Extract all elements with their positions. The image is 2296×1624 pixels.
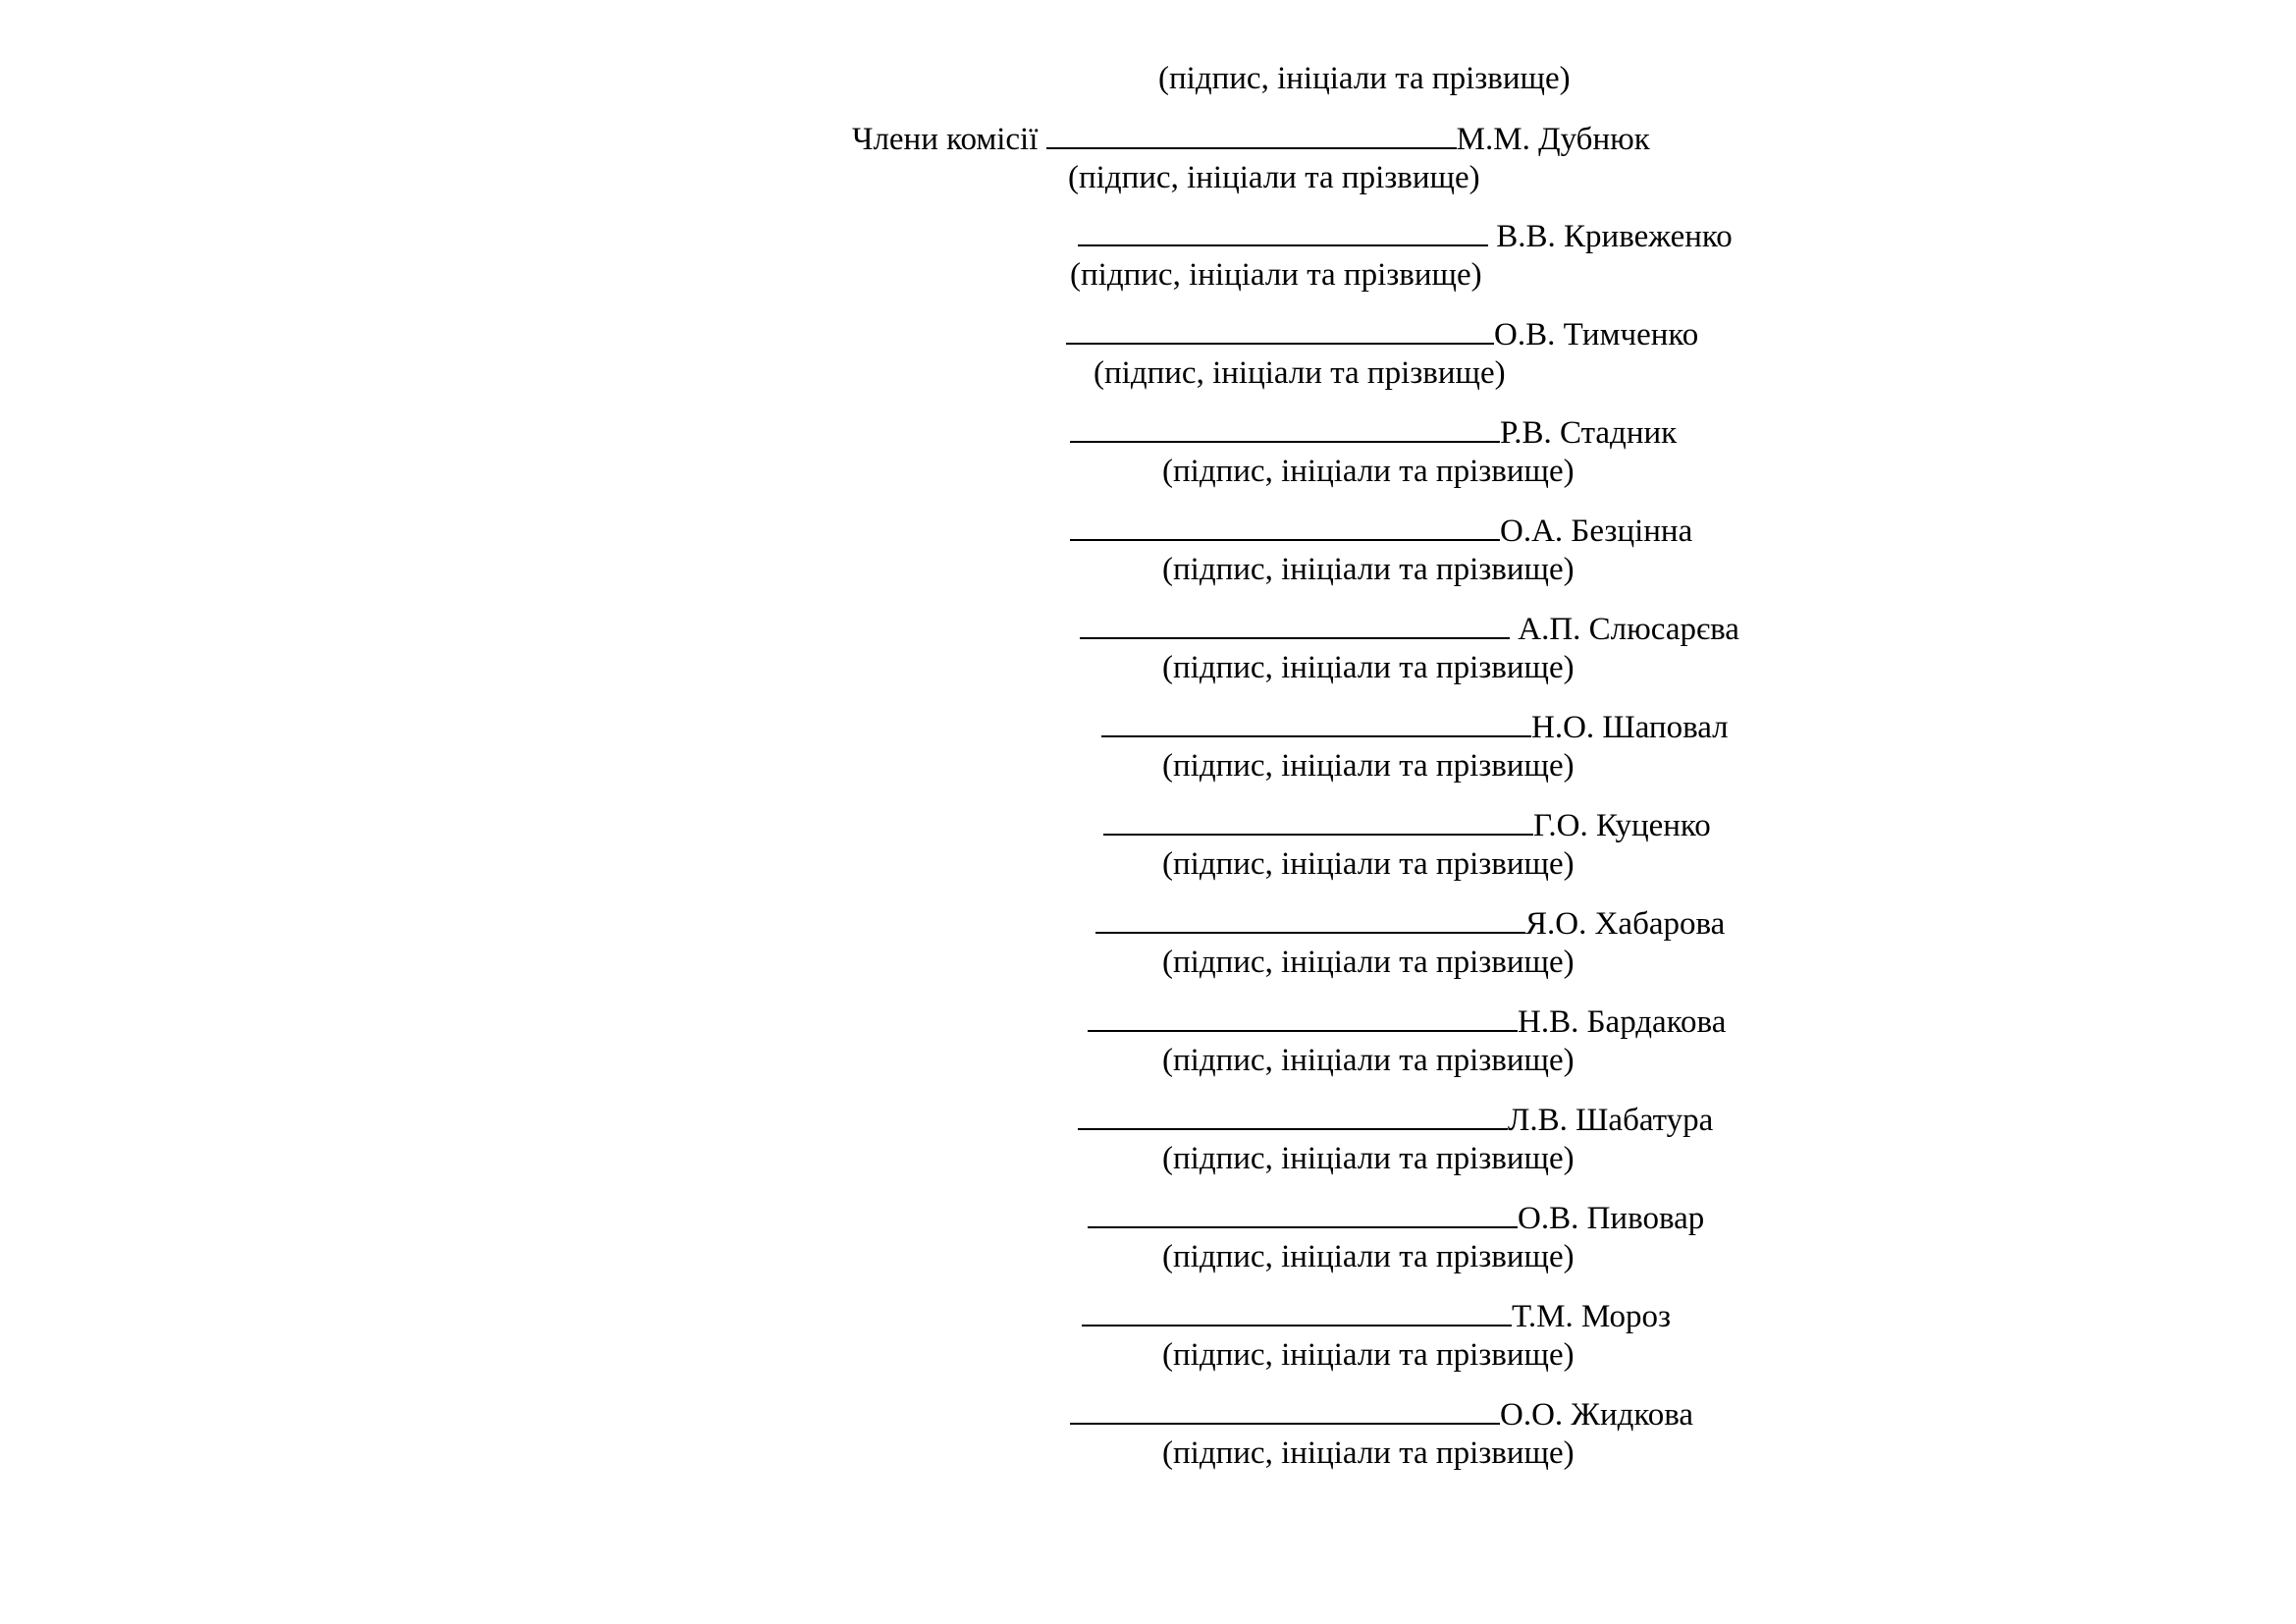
signature-blank [1078, 1101, 1508, 1130]
signature-blank [1080, 610, 1510, 639]
member-name: Г.О. Куценко [1533, 808, 1711, 843]
signature-caption: (підпис, ініціали та прізвище) [1068, 160, 1480, 195]
signature-blank [1082, 1297, 1512, 1326]
signature-caption: (підпис, ініціали та прізвище) [1162, 1337, 1575, 1373]
signature-line-4 [1070, 413, 1677, 453]
signature-line-5 [1070, 512, 1692, 551]
signature-blank [1070, 413, 1500, 443]
signature-blank [1046, 120, 1457, 149]
signature-blank [1066, 315, 1494, 345]
signature-caption: (підпис, ініціали та прізвище) [1162, 1141, 1575, 1176]
signature-line-9 [1095, 904, 1725, 944]
member-name: В.В. Кривеженко [1496, 219, 1733, 254]
signature-caption: (підпис, ініціали та прізвище) [1162, 748, 1575, 784]
member-name: Я.О. Хабарова [1525, 906, 1726, 942]
signature-caption: (підпис, ініціали та прізвище) [1162, 1043, 1575, 1078]
signature-line-6 [1080, 610, 1739, 649]
member-name: О.А. Безцінна [1500, 514, 1693, 549]
signature-caption: (підпис, ініціали та прізвище) [1070, 257, 1482, 293]
signature-line-8 [1103, 806, 1711, 845]
signature-caption: (підпис, ініціали та прізвище) [1162, 1239, 1575, 1274]
signature-caption: (підпис, ініціали та прізвище) [1162, 846, 1575, 882]
member-name: Т.М. Мороз [1512, 1299, 1672, 1334]
signature-line-10 [1088, 1002, 1726, 1042]
members-label: Члени комісії [852, 122, 1039, 157]
top-signature-caption: (підпис, ініціали та прізвище) [1158, 61, 1571, 96]
signature-blank [1070, 1395, 1500, 1425]
signature-line-3 [1066, 315, 1698, 354]
signature-blank [1103, 806, 1533, 836]
member-name: О.В. Тимченко [1494, 317, 1699, 352]
signature-caption: (підпис, ініціали та прізвище) [1162, 552, 1575, 587]
signature-line-12 [1088, 1199, 1704, 1238]
member-name: А.П. Слюсарєва [1518, 612, 1739, 647]
member-name: Р.В. Стадник [1500, 415, 1678, 451]
member-name: Н.О. Шаповал [1531, 710, 1729, 745]
signature-blank [1078, 217, 1488, 246]
signature-line-13 [1082, 1297, 1671, 1336]
signature-caption: (підпис, ініціали та прізвище) [1162, 454, 1575, 489]
member-name: О.О. Жидкова [1500, 1397, 1694, 1433]
signature-blank [1088, 1199, 1518, 1228]
member-name: М.М. Дубнюк [1456, 122, 1650, 157]
signature-line-2 [1078, 217, 1733, 256]
signature-blank [1070, 512, 1500, 541]
signature-line-14 [1070, 1395, 1693, 1435]
signature-blank [1101, 708, 1531, 737]
signature-line-1 [852, 120, 1650, 159]
signature-line-11 [1078, 1101, 1713, 1140]
member-name: О.В. Пивовар [1518, 1201, 1705, 1236]
member-name: Н.В. Бардакова [1518, 1004, 1727, 1040]
signature-caption: (підпис, ініціали та прізвище) [1162, 1435, 1575, 1471]
signature-caption: (підпис, ініціали та прізвище) [1162, 650, 1575, 685]
signature-blank [1088, 1002, 1518, 1032]
member-name: Л.В. Шабатура [1508, 1103, 1714, 1138]
signature-caption: (підпис, ініціали та прізвище) [1162, 945, 1575, 980]
signature-blank [1095, 904, 1525, 934]
signature-caption: (підпис, ініціали та прізвище) [1094, 355, 1506, 391]
signature-line-7 [1101, 708, 1729, 747]
